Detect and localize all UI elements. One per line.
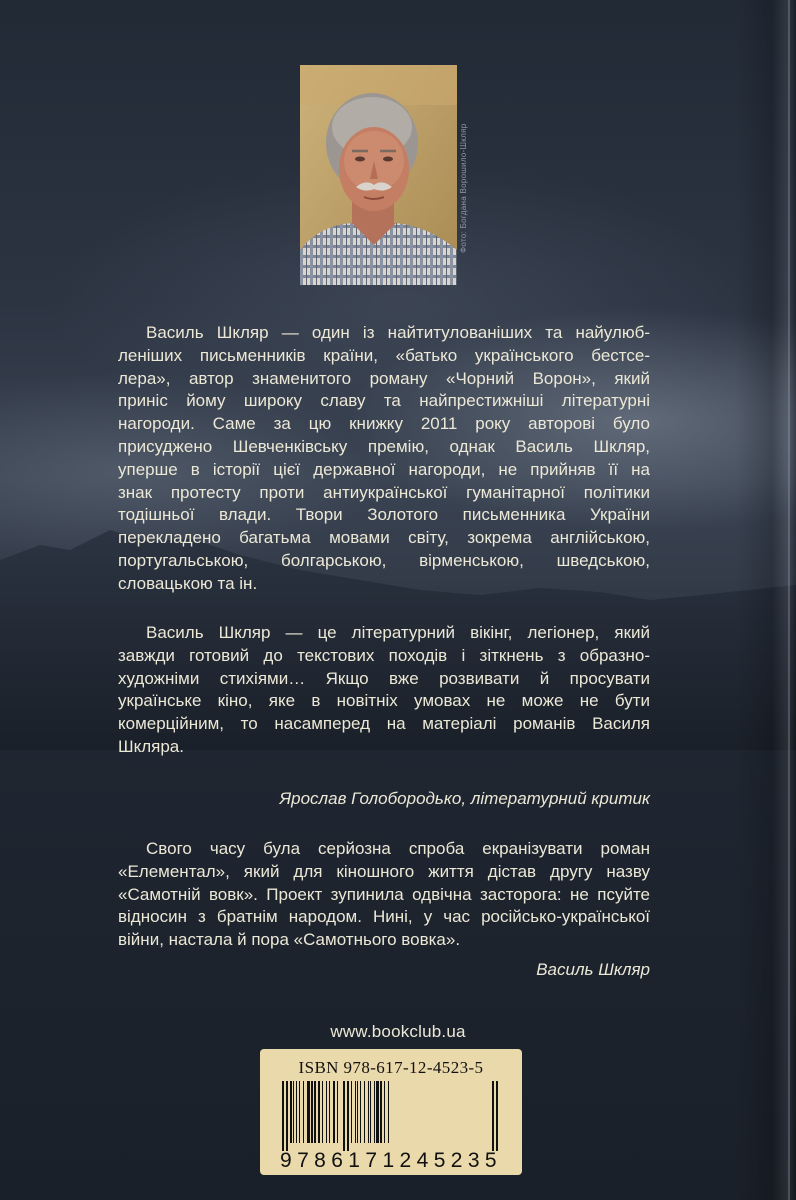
text-line: перекладено багатьма мовами світу, зокрема англійською, (118, 528, 650, 548)
text-line: Свого часу була серйозна спроба екранізувати роман (146, 839, 650, 858)
barcode-bar (376, 1081, 379, 1143)
text-line: лера», автор знаменитого роману «Чорний Ворон», який (118, 368, 650, 388)
barcode-bar (290, 1081, 292, 1143)
text-line: приніс йому широку славу та найпрестижніші літературні (118, 391, 650, 411)
barcode-bar (357, 1081, 358, 1143)
barcode-bar (355, 1081, 356, 1143)
barcode-bar (364, 1081, 365, 1143)
barcode-bar (299, 1081, 300, 1143)
barcode-bar (368, 1081, 369, 1143)
barcode-icon (280, 1081, 502, 1151)
barcode-digits: 9786171245235 (279, 1149, 503, 1172)
text-line: українське кіно, яке в новітніх умовах не може не бути (118, 691, 650, 711)
barcode-bar (282, 1081, 284, 1151)
text-line: Василь Шкляр — один із найтитулованіших та найулюб- (146, 323, 650, 342)
text-line: португальською, болгарською, вірменською, шведською, (118, 550, 650, 570)
critic-signature: Ярослав Голобородько, літературний критик (279, 789, 650, 808)
text-line: леніших письменників країни, «батько українського бестсе- (118, 345, 650, 365)
author-bio-paragraph (118, 322, 650, 596)
barcode-bar (333, 1081, 335, 1143)
barcode-bar (347, 1081, 349, 1151)
barcode-bar (388, 1081, 389, 1143)
text-line: війни, настала й пора «Самотнього вовка». (118, 930, 461, 950)
spine-shadow (736, 0, 796, 1200)
text-line: «Самотній вовк». Проект зупинила одвічна засторога: не псуйте (118, 884, 650, 904)
barcode-bar (370, 1081, 371, 1143)
text-line: «Елементал», який для кіношного життя дістав другу назву (118, 861, 650, 881)
author-photo (300, 65, 457, 285)
barcode-bar (293, 1081, 294, 1143)
text-line: Шкляра. (118, 736, 184, 756)
spine-edge (788, 0, 790, 1200)
barcode-bar (360, 1081, 361, 1143)
publisher-website[interactable]: www.bookclub.ua (330, 1022, 466, 1041)
isbn-label: ISBN 978-617-12-4523-5 (298, 1058, 484, 1077)
text-line: художніми стихіями… Якщо вже розвивати й просувати (118, 668, 650, 688)
barcode-bar (374, 1081, 375, 1143)
barcode-bar (326, 1081, 327, 1143)
text-line: завжди готовий до текстових походів і зіткнень з образно- (118, 645, 650, 665)
barcode-bar (492, 1081, 494, 1151)
barcode-bar (314, 1081, 316, 1143)
text-line: відносин з братнім народом. Нині, у час російсько-української (118, 907, 650, 927)
barcode-bar (496, 1081, 498, 1151)
barcode-bar (384, 1081, 385, 1143)
text-line: тодішньої влади. Твори Золотого письменника України (118, 505, 650, 525)
barcode-bar (303, 1081, 304, 1143)
text-line: уперше в історії цієї державної нагороди, не прийняв її на (118, 459, 650, 479)
text-line: нагороди. Саме за цю книжку 2011 року авторові було (118, 414, 650, 434)
barcode-bar (343, 1081, 345, 1151)
author-note-paragraph (118, 838, 650, 952)
barcode-bar (322, 1081, 323, 1143)
barcode-panel (260, 1049, 522, 1175)
barcode-bar (329, 1081, 330, 1143)
text-line: словацькою та ін. (118, 573, 258, 593)
photo-credit: Фото: Богдана Ворошило-Шкляр (459, 123, 468, 253)
barcode-bar (311, 1081, 313, 1143)
text-line: присуджено Шевченківську премію, однак Василь Шкляр, (118, 436, 650, 456)
critic-quote-paragraph (118, 622, 650, 759)
barcode-bar (307, 1081, 310, 1143)
barcode-bar (286, 1081, 288, 1151)
author-signature: Василь Шкляр (536, 960, 650, 979)
text-line: знак протесту проти антиукраїнської гуманітарної політики (118, 482, 650, 502)
text-line: Василь Шкляр — це літературний вікінг, легіонер, який (146, 623, 650, 642)
barcode-bar (351, 1081, 352, 1143)
barcode-bar (296, 1081, 297, 1143)
barcode-bar (337, 1081, 338, 1143)
barcode-bar (380, 1081, 382, 1143)
text-line: комерційним, то насамперед на матеріалі романів Василя (118, 714, 650, 734)
barcode-bar (318, 1081, 320, 1143)
